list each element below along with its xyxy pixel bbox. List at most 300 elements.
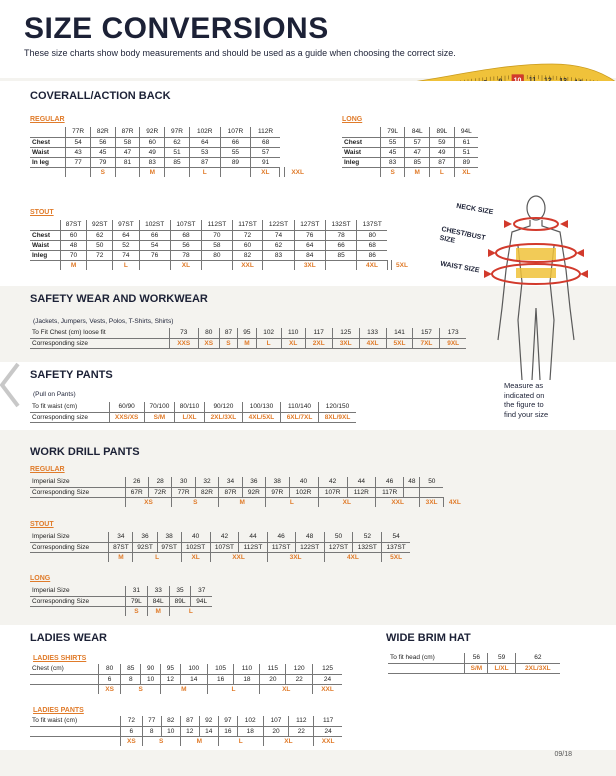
table-cell: 117ST — [232, 220, 263, 230]
table-cell: 95 — [161, 664, 181, 674]
table-cell: 5XL — [390, 553, 403, 561]
table-cell: 4XL — [357, 260, 388, 270]
table-cell — [342, 127, 380, 137]
table-cell: 125 — [313, 664, 342, 674]
table-cell: XL — [251, 167, 280, 177]
table-cell: 3XL — [267, 552, 324, 562]
table-cell: 18 — [237, 726, 263, 736]
table-cell: XS — [120, 736, 142, 746]
table-cell: 89 — [220, 157, 251, 167]
table-cell: 107ST — [170, 220, 201, 230]
work-drill-regular-table — [30, 477, 466, 507]
table-cell: L — [266, 497, 319, 507]
ladies-shirts-table — [30, 664, 342, 694]
table-cell: 97R — [165, 127, 190, 137]
table-cell: 34 — [219, 477, 242, 487]
table-cell: 97 — [218, 716, 237, 726]
coverall-regular-label: REGULAR — [30, 116, 65, 123]
table-cell: 56 — [465, 653, 488, 663]
table-cell: 4XL — [359, 338, 386, 348]
table-cell: 80 — [98, 664, 121, 674]
caption-line: the figure to — [504, 400, 544, 409]
coverall-title: COVERALL/ACTION BACK — [30, 90, 171, 102]
table-cell: 37 — [191, 586, 212, 596]
table-row — [30, 664, 342, 674]
table-cell: XL — [263, 736, 314, 746]
table-cell: Waist — [342, 147, 380, 157]
table-cell: 80 — [357, 230, 388, 240]
table-cell: To fit waist (cm) — [30, 716, 120, 726]
table-cell: 53 — [189, 147, 220, 157]
table-cell: 120 — [286, 664, 313, 674]
table-cell: 85 — [121, 664, 141, 674]
table-cell: 117ST — [267, 542, 295, 552]
table-cell: 16 — [207, 674, 234, 684]
table-cell: 58 — [115, 137, 140, 147]
work-drill-long-table — [30, 586, 212, 616]
table-cell — [30, 736, 120, 746]
table-cell: 7XL — [413, 338, 440, 348]
safety-wear-table — [30, 328, 466, 349]
table-cell: 20 — [263, 726, 289, 736]
table-cell: 97ST — [113, 220, 139, 230]
table-cell: 80 — [202, 250, 233, 260]
table-cell: 5XL — [396, 261, 408, 269]
table-cell: Imperial Size — [30, 586, 125, 596]
page-subtitle: These size charts show body measurements and should be used as a guide when choosing the correct size. — [24, 48, 456, 58]
table-cell: 4XL/5XL — [242, 412, 280, 422]
table-row — [30, 596, 212, 606]
table-cell: 95 — [238, 328, 256, 338]
table-cell: XS — [125, 497, 172, 507]
table-cell: 110 — [281, 328, 305, 338]
table-cell: Inleg — [30, 250, 60, 260]
table-cell: 56 — [90, 137, 115, 147]
table-cell: 70 — [60, 250, 86, 260]
table-cell: S — [380, 167, 405, 177]
table-cell: 87R — [219, 487, 242, 497]
table-cell — [420, 487, 443, 497]
table-cell: 57 — [405, 137, 430, 147]
table-cell: L — [133, 552, 181, 562]
table-cell: 55 — [220, 147, 251, 157]
table-cell: 46 — [375, 477, 403, 487]
table-cell: M — [219, 497, 266, 507]
table-cell: 72R — [148, 487, 171, 497]
table-cell: 40 — [181, 532, 210, 542]
table-cell: L — [189, 167, 220, 177]
table-cell: XXL — [375, 497, 419, 507]
table-row — [30, 328, 466, 338]
table-cell: 85 — [165, 157, 190, 167]
size-row — [342, 167, 478, 177]
table-cell: 83 — [380, 157, 405, 167]
table-cell: 79L — [125, 596, 147, 606]
table-cell: S — [219, 338, 237, 348]
table-cell: Imperial Size — [30, 532, 109, 542]
table-cell: 66 — [325, 240, 356, 250]
table-cell: 102 — [256, 328, 281, 338]
table-cell — [30, 552, 109, 562]
table-cell: Corresponding Size — [30, 542, 109, 552]
table-cell: 68 — [251, 137, 280, 147]
table-cell: 122ST — [263, 220, 294, 230]
table-cell: XS — [98, 684, 121, 694]
table-cell: 54 — [66, 137, 91, 147]
table-cell: M — [161, 684, 208, 694]
table-cell: 46 — [267, 532, 295, 542]
table-cell: 42 — [318, 477, 347, 487]
table-row — [388, 663, 560, 673]
table-row — [30, 250, 412, 260]
table-cell: 60/90 — [109, 402, 144, 412]
table-cell: S/M — [144, 412, 174, 422]
table-cell: 3XL — [420, 497, 443, 507]
table-cell: S — [125, 606, 147, 616]
table-cell: To fit head (cm) — [388, 653, 465, 663]
table-cell: 67R — [125, 487, 148, 497]
hat-table — [388, 653, 560, 674]
table-cell — [342, 167, 380, 177]
size-row — [30, 736, 342, 746]
table-cell: Corresponding size — [30, 412, 109, 422]
table-cell: 112R — [251, 127, 280, 137]
table-cell: 6 — [98, 674, 121, 684]
table-cell: 38 — [157, 532, 181, 542]
work-drill-title: WORK DRILL PANTS — [30, 446, 140, 458]
table-cell: 36 — [133, 532, 157, 542]
table-cell: 100/130 — [242, 402, 280, 412]
table-cell: 82R — [195, 487, 218, 497]
table-cell: 94L — [191, 596, 212, 606]
table-cell — [220, 167, 251, 177]
table-cell: Chest — [30, 137, 66, 147]
table-cell: 32 — [195, 477, 218, 487]
table-cell: 132ST — [325, 220, 356, 230]
table-row — [30, 412, 356, 422]
table-cell: 87ST — [60, 220, 86, 230]
table-cell: 49 — [430, 147, 455, 157]
table-cell: 16 — [218, 726, 237, 736]
table-cell: 112R — [347, 487, 375, 497]
table-cell: 87 — [180, 716, 199, 726]
table-cell — [87, 260, 113, 270]
table-cell: 48 — [404, 477, 420, 487]
table-cell: 12 — [180, 726, 199, 736]
table-row — [30, 726, 342, 736]
table-cell: M — [109, 552, 133, 562]
ladies-pants-label: LADIES PANTS — [33, 707, 84, 714]
table-cell: 4XL — [448, 498, 461, 506]
table-cell: 42 — [210, 532, 239, 542]
table-cell: 62 — [515, 653, 560, 663]
table-cell: Chest — [342, 137, 380, 147]
table-cell: 49 — [140, 147, 165, 157]
table-cell: 84L — [405, 127, 430, 137]
table-cell: 56 — [170, 240, 201, 250]
table-cell: 20 — [260, 674, 286, 684]
table-cell: 84 — [294, 250, 325, 260]
table-cell: 14 — [199, 726, 218, 736]
table-cell: 97R — [266, 487, 289, 497]
table-cell: 110 — [234, 664, 260, 674]
table-row — [342, 137, 478, 147]
table-row — [30, 532, 410, 542]
table-cell: L — [256, 338, 281, 348]
table-cell: 87ST — [109, 542, 133, 552]
table-cell: Waist — [30, 147, 66, 157]
table-cell: 18 — [234, 674, 260, 684]
table-cell — [263, 260, 294, 270]
table-cell: 45 — [380, 147, 405, 157]
table-cell: 66 — [220, 137, 251, 147]
coverall-regular-table — [30, 127, 310, 177]
table-cell: 112ST — [239, 542, 267, 552]
table-cell: XL — [260, 684, 313, 694]
table-cell: 34 — [109, 532, 133, 542]
coverall-long-label: LONG — [342, 116, 363, 123]
table-cell: 58 — [202, 240, 233, 250]
table-cell: 77R — [172, 487, 195, 497]
table-row — [342, 147, 478, 157]
table-cell: 38 — [266, 477, 289, 487]
table-cell: L/XL — [175, 412, 205, 422]
table-cell: 10 — [161, 726, 180, 736]
table-cell: 92ST — [87, 220, 113, 230]
table-cell: 85 — [325, 250, 356, 260]
size-row — [30, 260, 412, 270]
table-cell: L — [188, 607, 193, 615]
table-cell: 59 — [430, 137, 455, 147]
table-cell: 8 — [121, 674, 141, 684]
table-cell: 77 — [142, 716, 161, 726]
table-cell: 86 — [357, 250, 388, 260]
table-cell: 87 — [219, 328, 237, 338]
table-cell: 68 — [170, 230, 201, 240]
table-cell: 92ST — [133, 542, 157, 552]
table-cell: 60 — [140, 137, 165, 147]
size-row — [30, 684, 342, 694]
table-cell: 2XL — [305, 338, 332, 348]
safety-pants-note: (Pull on Pants) — [33, 391, 76, 398]
table-cell: S — [121, 684, 161, 694]
table-cell: 44 — [347, 477, 375, 487]
table-cell: 78 — [170, 250, 201, 260]
table-cell: 26 — [125, 477, 148, 487]
table-cell: 52 — [113, 240, 139, 250]
table-row — [30, 157, 310, 167]
table-cell: 62 — [263, 240, 294, 250]
table-cell: 122ST — [295, 542, 324, 552]
size-row — [30, 167, 310, 177]
table-cell: 92R — [242, 487, 265, 497]
table-cell: 8 — [142, 726, 161, 736]
table-cell: 117 — [314, 716, 342, 726]
body-measurement-figure — [432, 190, 612, 385]
table-cell: M — [147, 606, 169, 616]
table-cell: M — [140, 167, 165, 177]
table-cell: XL — [281, 338, 305, 348]
table-cell: 107R — [220, 127, 251, 137]
coverall-long-table — [342, 127, 478, 177]
table-row — [342, 157, 478, 167]
table-cell: 100 — [180, 664, 207, 674]
table-cell: Waist — [30, 240, 60, 250]
table-cell: 28 — [148, 477, 171, 487]
table-cell: 79 — [90, 157, 115, 167]
table-cell: 102ST — [139, 220, 170, 230]
table-cell: 72 — [232, 230, 263, 240]
table-row — [30, 338, 466, 348]
table-cell — [202, 260, 233, 270]
table-cell: 2XL/3XL — [515, 663, 560, 673]
table-cell: 3XL — [332, 338, 359, 348]
table-cell — [30, 220, 60, 230]
size-row — [30, 497, 466, 507]
table-cell: 137ST — [357, 220, 388, 230]
previous-page-chevron-icon[interactable] — [0, 360, 22, 410]
table-cell: 157 — [413, 328, 440, 338]
table-cell: 78 — [325, 230, 356, 240]
table-cell: 54 — [382, 532, 410, 542]
page-title: SIZE CONVERSIONS — [24, 12, 329, 45]
table-cell: 97ST — [157, 542, 181, 552]
table-cell: 68 — [357, 240, 388, 250]
caption-line: indicated on — [504, 390, 545, 400]
table-cell: 5XL — [386, 338, 413, 348]
table-cell: L — [207, 684, 260, 694]
table-cell: 80/110 — [175, 402, 205, 412]
table-cell: S — [142, 736, 180, 746]
table-cell: 51 — [454, 147, 478, 157]
table-cell: 83 — [263, 250, 294, 260]
table-cell: 76 — [139, 250, 170, 260]
table-cell — [388, 663, 465, 673]
table-cell: 79L — [380, 127, 405, 137]
table-cell: 105 — [207, 664, 234, 674]
table-cell: 51 — [165, 147, 190, 157]
table-cell: 4XL — [324, 552, 382, 562]
table-cell: 137ST — [382, 542, 410, 552]
table-cell: XL — [181, 552, 210, 562]
table-cell — [115, 167, 140, 177]
table-cell: 61 — [454, 137, 478, 147]
table-cell — [30, 674, 98, 684]
table-cell: 102 — [237, 716, 263, 726]
table-cell: 90 — [141, 664, 161, 674]
table-cell: To fit waist (cm) — [30, 402, 109, 412]
table-cell: 85 — [405, 157, 430, 167]
table-cell: 22 — [289, 726, 314, 736]
table-cell: 90/120 — [204, 402, 242, 412]
table-cell: 50 — [87, 240, 113, 250]
table-row — [30, 240, 412, 250]
table-cell: Imperial Size — [30, 477, 125, 487]
table-cell: 107R — [318, 487, 347, 497]
table-cell: 77R — [66, 127, 91, 137]
table-cell: 117 — [305, 328, 332, 338]
table-row — [388, 653, 560, 663]
table-cell: 87R — [115, 127, 140, 137]
table-cell: Chest — [30, 230, 60, 240]
table-cell: 110/140 — [280, 402, 318, 412]
table-cell: 64 — [294, 240, 325, 250]
table-row — [30, 586, 212, 596]
table-cell: 127ST — [324, 542, 353, 552]
table-row — [342, 127, 478, 137]
table-cell: L/XL — [488, 663, 515, 673]
table-cell: 35 — [169, 586, 191, 596]
table-cell: 82 — [232, 250, 263, 260]
table-cell: 107ST — [210, 542, 239, 552]
table-cell: XXL — [321, 737, 335, 745]
chest-size-label: CHEST/BUST SIZE — [438, 225, 486, 245]
table-cell: L — [113, 260, 139, 270]
table-cell: 55 — [380, 137, 405, 147]
table-cell: 102R — [289, 487, 318, 497]
table-cell: 173 — [440, 328, 466, 338]
table-cell: In leg — [30, 157, 66, 167]
table-cell: 127ST — [294, 220, 325, 230]
table-cell: To Fit Chest (cm) loose fit — [30, 328, 169, 338]
size-row — [30, 606, 212, 616]
table-cell: 73 — [169, 328, 198, 338]
table-cell: 60 — [60, 230, 86, 240]
table-cell — [30, 606, 125, 616]
table-cell — [165, 167, 190, 177]
table-cell: XL — [170, 260, 201, 270]
table-cell — [404, 487, 420, 497]
table-cell — [30, 726, 120, 736]
work-drill-stout-label: STOUT — [30, 521, 54, 528]
table-cell: 45 — [90, 147, 115, 157]
table-cell — [30, 167, 66, 177]
table-cell: 33 — [147, 586, 169, 596]
table-cell: 43 — [66, 147, 91, 157]
table-cell: 120/150 — [319, 402, 356, 412]
table-cell — [30, 497, 125, 507]
table-cell: 112ST — [202, 220, 233, 230]
table-cell: 89 — [454, 157, 478, 167]
table-cell: 10 — [141, 674, 161, 684]
table-cell: XXL — [210, 552, 267, 562]
table-cell: 91 — [251, 157, 280, 167]
table-row — [30, 220, 412, 230]
table-cell: 30 — [172, 477, 195, 487]
figure-caption — [504, 381, 548, 419]
table-cell: 50 — [420, 477, 443, 487]
table-cell: 24 — [313, 674, 342, 684]
table-cell: 50 — [324, 532, 353, 542]
table-cell — [30, 260, 60, 270]
table-cell: 62 — [87, 230, 113, 240]
safety-pants-title: SAFETY PANTS — [30, 369, 113, 381]
table-cell: 72 — [87, 250, 113, 260]
table-cell: 84L — [147, 596, 169, 606]
table-cell: 92 — [199, 716, 218, 726]
page-number: 09/18 — [554, 751, 572, 758]
table-cell: 57 — [251, 147, 280, 157]
table-cell: 92R — [140, 127, 165, 137]
table-cell: 94L — [454, 127, 478, 137]
table-cell: 70 — [202, 230, 233, 240]
table-cell: L — [218, 736, 263, 746]
table-cell: M — [180, 736, 218, 746]
table-cell: 52 — [353, 532, 382, 542]
table-cell: 22 — [286, 674, 313, 684]
table-cell: 80 — [198, 328, 219, 338]
table-cell: XL — [318, 497, 375, 507]
